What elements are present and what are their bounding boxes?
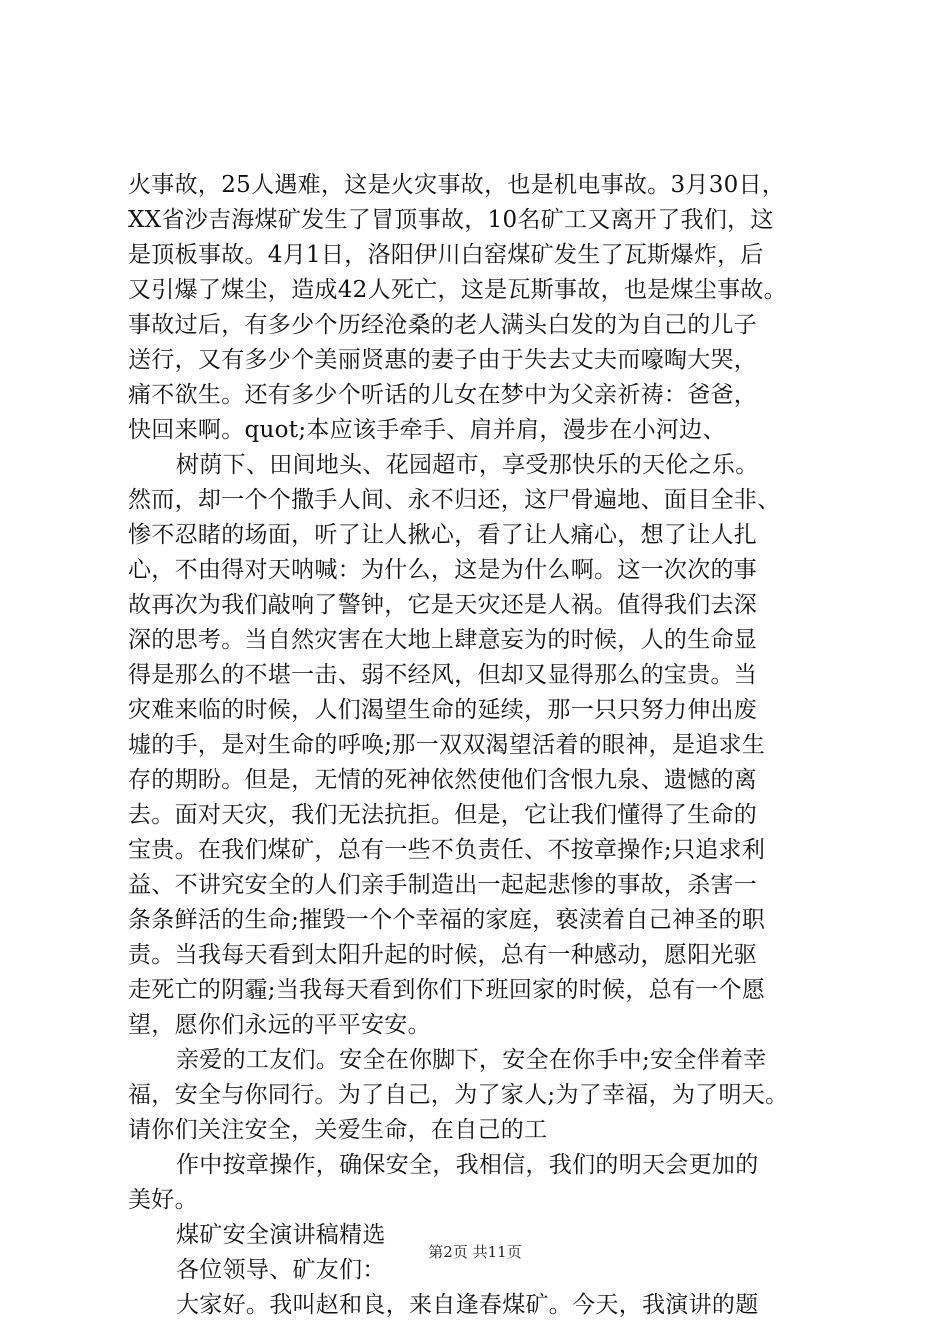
text-line: 去。面对天灾，我们无法抗拒。但是，它让我们懂得了生命的 [128,802,758,828]
text-line: 美好。 [128,1187,198,1213]
text-line: 福，安全与你同行。为了自己，为了家人;为了幸福，为了明天。 [128,1082,789,1108]
text-line: 益、不讲究安全的人们亲手制造出一起起悲惨的事故，杀害一 [128,872,758,898]
text-line: 深的思考。当自然灾害在大地上肆意妄为的时候，人的生命显 [128,627,758,653]
text-line: 得是那么的不堪一击、弱不经风，但却又显得那么的宝贵。当 [128,662,758,688]
salutation: 各位领导、矿友们： [176,1257,386,1283]
text-line: 责。当我每天看到太阳升起的时候，总有一种感动，愿阳光驱 [128,942,758,968]
text-line: 大家好。我叫赵和良，来自逢春煤矿。今天，我演讲的题 [176,1292,759,1318]
text-line: 亲爱的工友们。安全在你脚下，安全在你手中;安全伴着幸 [176,1047,767,1073]
text-line: 快回来啊。quot;本应该手牵手、肩并肩，漫步在小河边、 [128,417,726,443]
text-line: 宝贵。在我们煤矿，总有一些不负责任、不按章操作;只追求利 [128,837,766,863]
text-line: 存的期盼。但是，无情的死神依然使他们含恨九泉、遗憾的离 [128,767,758,793]
text-line: 是顶板事故。4月1日，洛阳伊川白窑煤矿发生了瓦斯爆炸，后 [128,242,764,268]
text-line: 作中按章操作，确保安全，我相信，我们的明天会更加的 [176,1152,759,1178]
text-line: 痛不欲生。还有多少个听话的儿女在梦中为父亲祈祷：爸爸， [128,382,758,408]
text-line: 故再次为我们敲响了警钟，它是天灾还是人祸。值得我们去深 [128,592,758,618]
text-line: 事故过后，有多少个历经沧桑的老人满头白发的为自己的儿子 [128,312,758,338]
text-line: 树荫下、田间地头、花园超市，享受那快乐的天伦之乐。 [176,452,759,478]
text-line: 火事故，25人遇难，这是火灾事故，也是机电事故。3月30日， [128,172,786,198]
text-line: 灾难来临的时候，人们渴望生命的延续，那一只只努力伸出废 [128,697,758,723]
text-line: XX省沙吉海煤矿发生了冒顶事故，10名矿工又离开了我们，这 [128,207,774,233]
text-line: 心，不由得对天呐喊：为什么，这是为什么啊。这一次次的事 [128,557,758,583]
text-line: 然而，却一个个撒手人间、永不归还，这尸骨遍地、面目全非、 [128,487,781,513]
section-heading: 煤矿安全演讲稿精选 [176,1222,386,1248]
text-line: 望，愿你们永远的平平安安。 [128,1012,431,1038]
text-line: 惨不忍睹的场面，听了让人揪心，看了让人痛心，想了让人扎 [128,522,758,548]
text-line: 墟的手，是对生命的呼唤;那一双双渴望活着的眼神，是追求生 [128,732,766,758]
text-line: 送行，又有多少个美丽贤惠的妻子由于失去丈夫而嚎啕大哭， [128,347,758,373]
text-line: 请你们关注安全，关爱生命，在自己的工 [128,1117,548,1143]
text-line: 又引爆了煤尘，造成42人死亡，这是瓦斯事故，也是煤尘事故。 [128,277,787,303]
document-body [128,168,848,1323]
text-line: 走死亡的阴霾;当我每天看到你们下班回家的时候，总有一个愿 [128,977,766,1003]
text-line: 条条鲜活的生命;摧毁一个个幸福的家庭，亵渎着自己神圣的职 [128,907,766,933]
page-number-footer: 第2页 共11页 [428,1243,522,1261]
